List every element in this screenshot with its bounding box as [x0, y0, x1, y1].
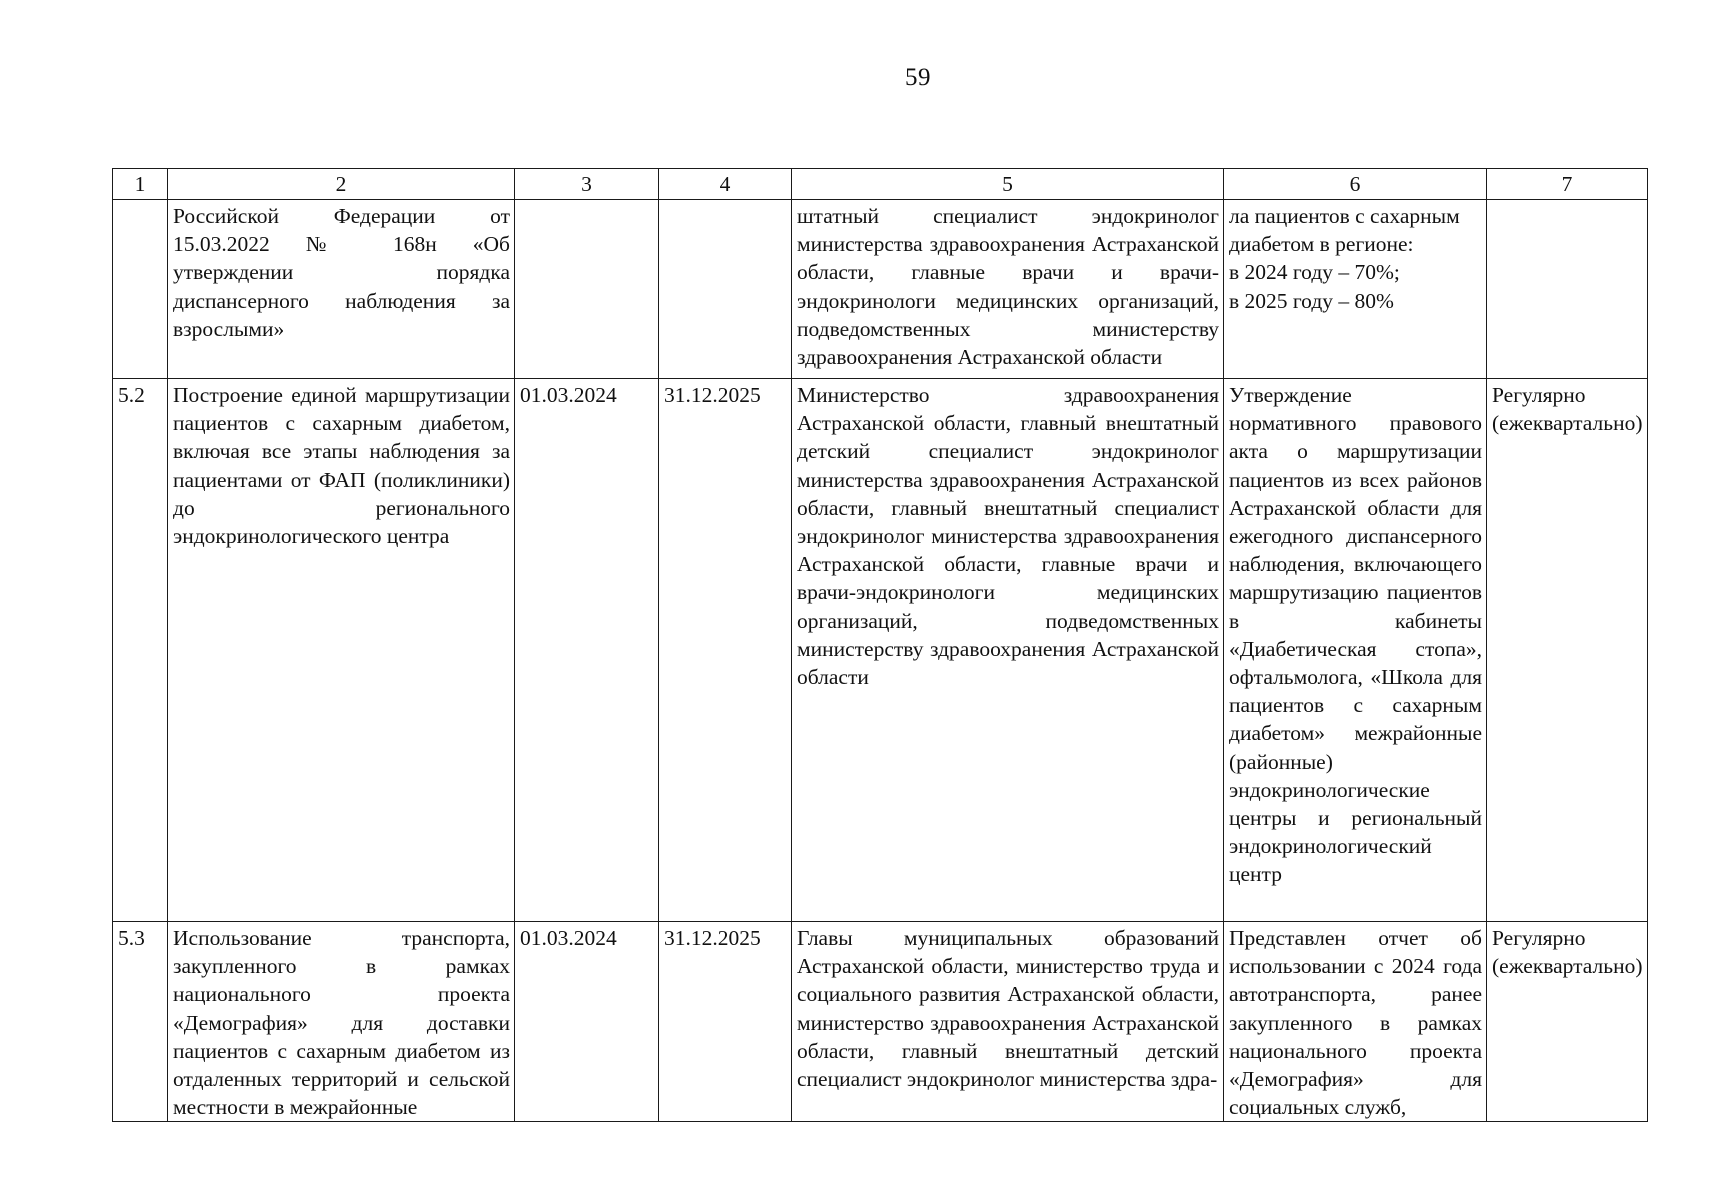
page-number: 59	[905, 64, 931, 91]
column-header: 3	[515, 169, 659, 200]
table-row	[113, 922, 1648, 1122]
item-number-cell: 5.3	[113, 922, 168, 1122]
table-row	[113, 200, 1648, 379]
responsible-cell: Министерство здравоохранения Астраханской области, главный внештатный детский специалист эндокринолог министерства здравоохранения Астраханской области, главный внештатный специалист эндокринолог министерства здравоохранения Астраханской области, главные врачи и врачи-эндокринологи медицинских организаций, подведомственных министерству здравоохранения Астраханской области	[792, 379, 1224, 922]
event-cell: Построение единой маршрутизации пациентов с сахарным диабетом, включая все этапы наблюдения за пациентами от ФАП (поликлиники) до регионального эндокринологического центра	[168, 379, 515, 922]
frequency-cell: Регулярно (ежеквартально)	[1487, 922, 1648, 1122]
column-header: 6	[1224, 169, 1487, 200]
event-cell: Российской Федерации от 15.03.2022 № 168н «Об утверждении порядка диспансерного наблюдения за взрослыми»	[168, 200, 515, 379]
column-header: 7	[1487, 169, 1648, 200]
action-plan-table	[112, 168, 1648, 1122]
result-cell: Представлен отчет об использовании с 2024 года автотранспорта, ранее закупленного в рамках национального проекта «Демография» для социальных служб,	[1224, 922, 1487, 1122]
responsible-cell: штатный специалист эндокринолог министерства здравоохранения Астраханской области, главные врачи и врачи-эндокринологи медицинских организаций, подведомственных министерству здравоохранения Астраханской области	[792, 200, 1224, 379]
table-row	[113, 379, 1648, 922]
result-cell: ла пациентов с сахарным диабетом в регионе: в 2024 году – 70%; в 2025 году – 80%	[1224, 200, 1487, 379]
column-header: 4	[659, 169, 792, 200]
item-number-cell: 5.2	[113, 379, 168, 922]
start-date-cell: 01.03.2024	[515, 922, 659, 1122]
end-date-cell	[659, 200, 792, 379]
event-cell: Использование транспорта, закупленного в рамках национального проекта «Демография» для доставки пациентов с сахарным диабетом из отдаленных территорий и сельской местности в межрайонные	[168, 922, 515, 1122]
table-header-row	[113, 169, 1648, 200]
result-cell: Утверждение нормативного правового акта о маршрутизации пациентов из всех районов Астраханской области для ежегодного диспансерного наблюдения, включающего маршрутизацию пациентов в кабинеты «Диабетическая стопа», офтальмолога, «Школа для пациентов с сахарным диабетом» межрайонные (районные) эндокринологические центры и региональный эндокринологический центр	[1224, 379, 1487, 922]
frequency-cell: Регулярно (ежеквартально)	[1487, 379, 1648, 922]
responsible-cell: Главы муниципальных образований Астраханской области, министерство труда и социального развития Астраханской области, министерство здравоохранения Астраханской области, главный внештатный детский специалист эндокринолог министерства здра-	[792, 922, 1224, 1122]
item-number-cell	[113, 200, 168, 379]
start-date-cell: 01.03.2024	[515, 379, 659, 922]
start-date-cell	[515, 200, 659, 379]
frequency-cell	[1487, 200, 1648, 379]
column-header: 2	[168, 169, 515, 200]
column-header: 5	[792, 169, 1224, 200]
column-header: 1	[113, 169, 168, 200]
end-date-cell: 31.12.2025	[659, 379, 792, 922]
end-date-cell: 31.12.2025	[659, 922, 792, 1122]
